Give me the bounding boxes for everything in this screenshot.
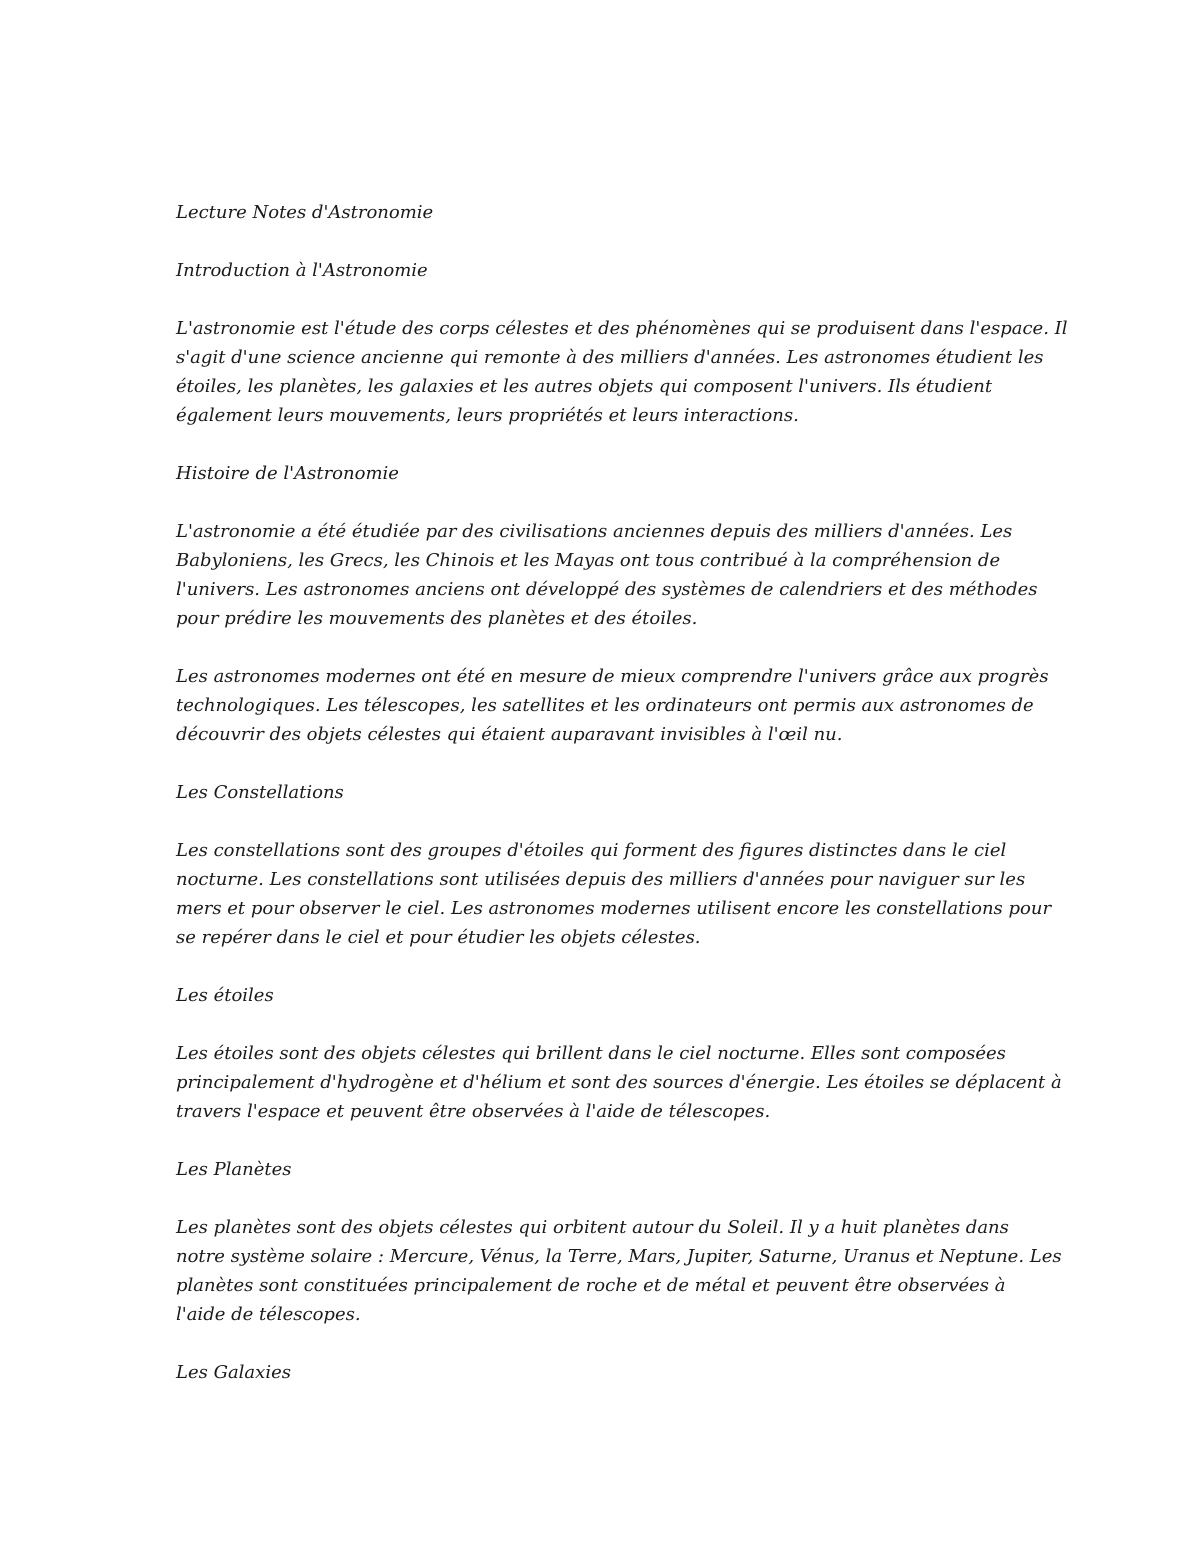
paragraph-line: également leurs mouvements, leurs propriétés et leurs interactions.	[176, 405, 799, 426]
paragraph-line: L'astronomie a été étudiée par des civilisations anciennes depuis des milliers d'années. Les	[176, 521, 1013, 542]
paragraph-constellations	[176, 836, 1052, 952]
paragraph-line: se repérer dans le ciel et pour étudier les objets célestes.	[176, 927, 701, 948]
section-heading-galaxies: Les Galaxies	[176, 1362, 291, 1383]
paragraph-line: étoiles, les planètes, les galaxies et les autres objets qui composent l'univers. Ils étudient	[176, 376, 993, 397]
section-heading-constellations: Les Constellations	[176, 782, 344, 803]
section-heading-planetes: Les Planètes	[176, 1159, 292, 1180]
paragraph-line: planètes sont constituées principalement de roche et de métal et peuvent être observées à	[176, 1275, 1006, 1296]
paragraph-line: technologiques. Les télescopes, les satellites et les ordinateurs ont permis aux astronomes de	[176, 695, 1034, 716]
paragraph-histoire-1	[176, 517, 1036, 633]
paragraph-line: notre système solaire : Mercure, Vénus, la Terre, Mars, Jupiter, Saturne, Uranus et Neptune. Les	[176, 1246, 1062, 1267]
document-body	[176, 198, 1068, 1416]
paragraph-line: l'aide de télescopes.	[176, 1304, 361, 1325]
paragraph-line: mers et pour observer le ciel. Les astronomes modernes utilisent encore les constellations pour	[176, 898, 1052, 919]
paragraph-line: Les constellations sont des groupes d'étoiles qui forment des figures distinctes dans le ciel	[176, 840, 1007, 861]
paragraph-line: nocturne. Les constellations sont utilisées depuis des milliers d'années pour naviguer sur les	[176, 869, 1026, 890]
paragraph-line: principalement d'hydrogène et d'hélium et sont des sources d'énergie. Les étoiles se déplacent à	[176, 1072, 1062, 1093]
paragraph-histoire-2	[176, 662, 1049, 749]
section-heading-introduction: Introduction à l'Astronomie	[176, 260, 428, 281]
paragraph-line: L'astronomie est l'étude des corps célestes et des phénomènes qui se produisent dans l'espace. Il	[176, 318, 1068, 339]
paragraph-line: pour prédire les mouvements des planètes et des étoiles.	[176, 608, 698, 629]
paragraph-line: travers l'espace et peuvent être observées à l'aide de télescopes.	[176, 1101, 771, 1122]
paragraph-etoiles	[176, 1039, 1062, 1126]
section-heading-histoire: Histoire de l'Astronomie	[176, 463, 399, 484]
paragraph-line: l'univers. Les astronomes anciens ont développé des systèmes de calendriers et des méthodes	[176, 579, 1038, 600]
document-title: Lecture Notes d'Astronomie	[176, 202, 434, 223]
section-heading-etoiles: Les étoiles	[176, 985, 274, 1006]
paragraph-introduction	[176, 314, 1068, 430]
paragraph-line: s'agit d'une science ancienne qui remonte à des milliers d'années. Les astronomes étudient les	[176, 347, 1044, 368]
paragraph-line: Les astronomes modernes ont été en mesure de mieux comprendre l'univers grâce aux progrès	[176, 666, 1049, 687]
paragraph-line: Babyloniens, les Grecs, les Chinois et les Mayas ont tous contribué à la compréhension de	[176, 550, 1001, 571]
paragraph-planetes	[176, 1213, 1062, 1329]
paragraph-line: Les étoiles sont des objets célestes qui brillent dans le ciel nocturne. Elles sont composées	[176, 1043, 1006, 1064]
paragraph-line: découvrir des objets célestes qui étaient auparavant invisibles à l'œil nu.	[176, 724, 843, 745]
paragraph-line: Les planètes sont des objets célestes qui orbitent autour du Soleil. Il y a huit planètes dans	[176, 1217, 1009, 1238]
